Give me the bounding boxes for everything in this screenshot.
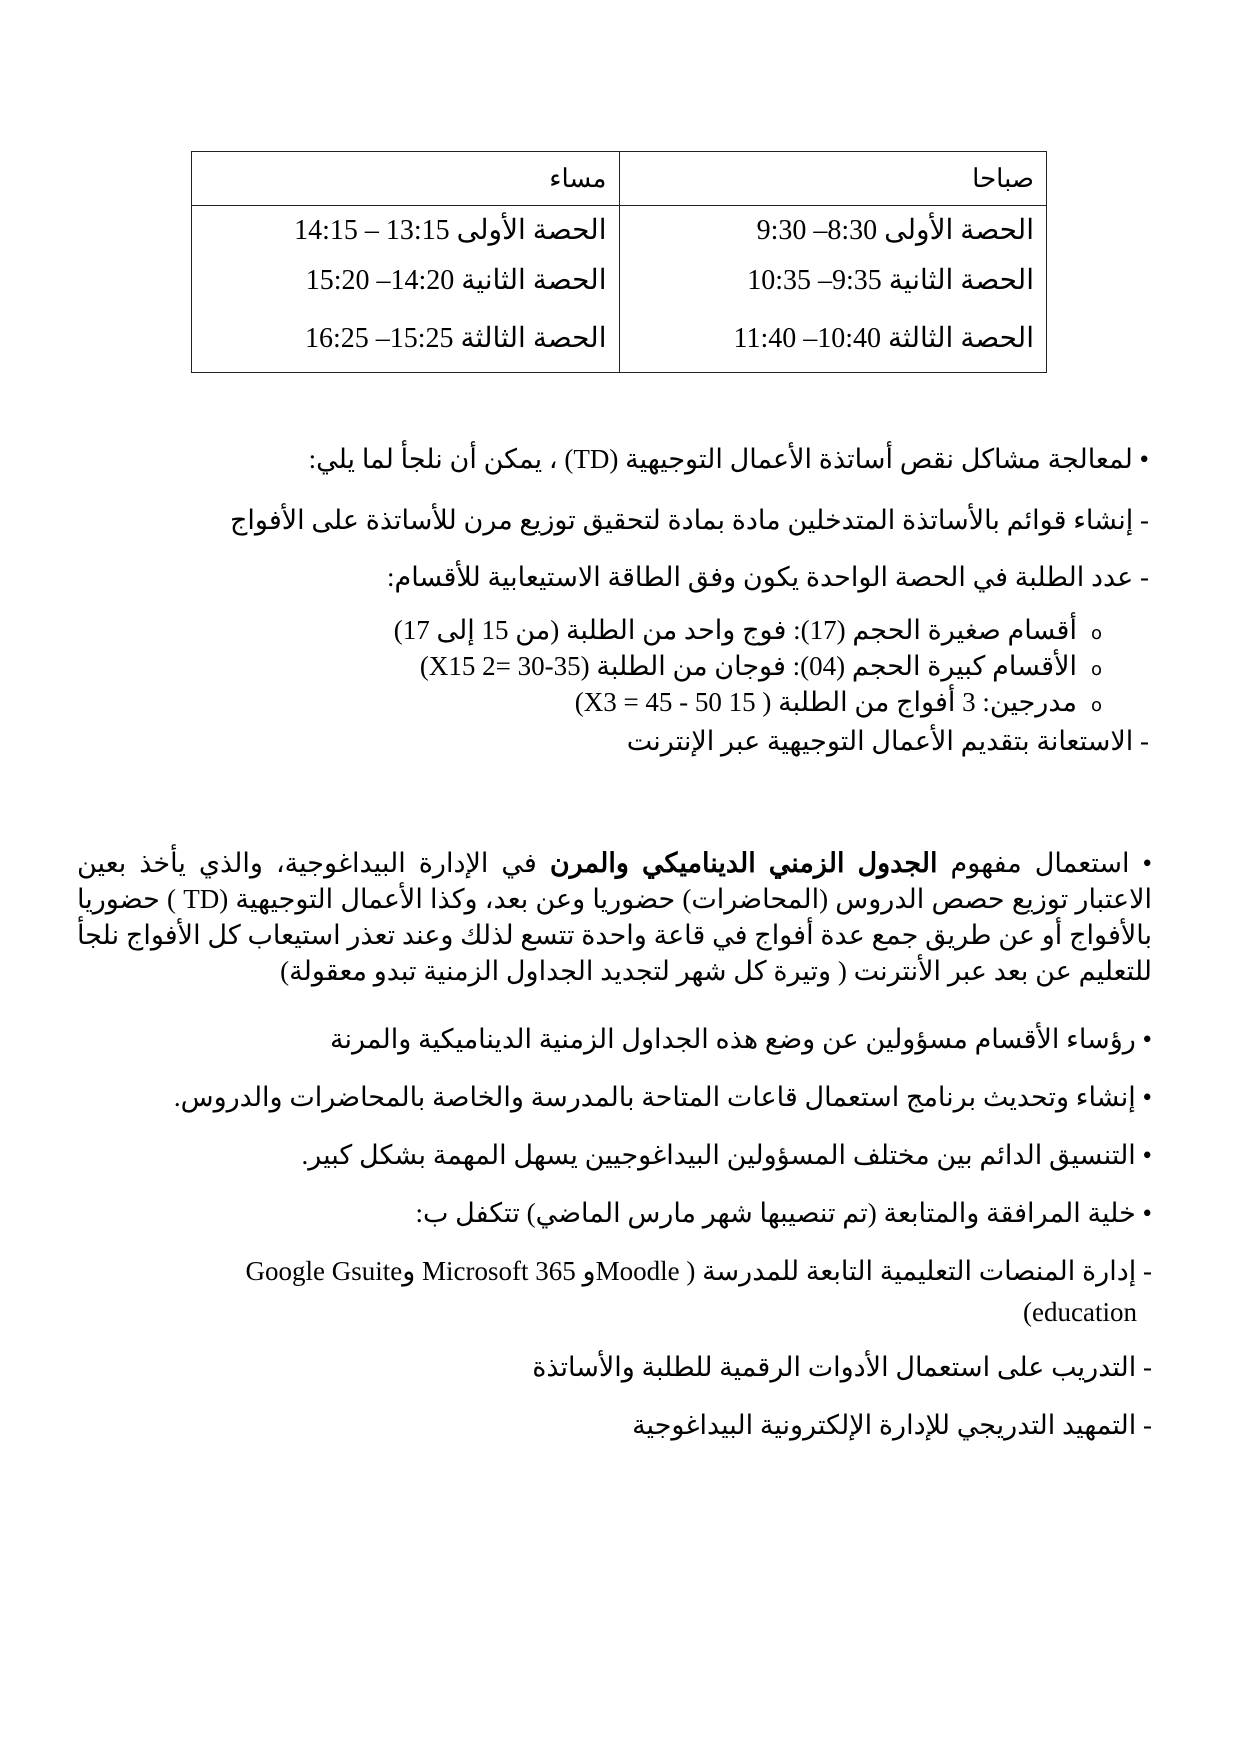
schedule-header-row [192,152,1047,206]
circle-bullet-icon: o [1090,623,1102,644]
circle-bullet-icon: o [1090,695,1102,716]
hall-size-list [394,612,1102,720]
bullet-coordination: • التنسيق الدائم بين مختلف المسؤولين البيداغوجيين يسهل المهمة بشكل كبير. [301,1140,1152,1170]
td-point-teachers-lists: - إنشاء قوائم بالأساتذة المتدخلين مادة بمادة لتحقيق توزيع مرن للأساتذة على الأفواج [229,505,1149,535]
list-item: oمدرجين: 3 أفواج من الطلبة ( 15 X3 = 45 - 50) [394,684,1102,720]
bullet-room-program: • إنشاء وتحديث برنامج استعمال قاعات المتاحة بالمدرسة والخاصة بالمحاضرات والدروس. [173,1082,1152,1112]
td-point-students-count: - عدد الطلبة في الحصة الواحدة يكون وفق الطاقة الاستيعابية للأقسام: [386,562,1149,592]
td-intro: • لمعالجة مشاكل نقص أساتذة الأعمال التوجيهية (TD) ، يمكن أن نلجأ لما يلي: [308,444,1149,474]
bold-term: الجدول الزمني الديناميكي والمرن [549,848,938,878]
list-item: oأقسام صغيرة الحجم (17): فوج واحد من الطلبة (من 15 إلى 17) [394,612,1102,648]
bullet-support-cell: • خلية المرافقة والمتابعة (تم تنصيبها شهر مارس الماضي) تتكفل ب: [415,1198,1152,1228]
evening-header: مساء [192,152,620,206]
schedule-body-row [192,206,1047,373]
morning-session-1: الحصة الأولى 8:30– 9:30 [756,215,1034,246]
evening-session-1: الحصة الأولى 13:15 – 14:15 [294,215,607,246]
platforms-line-continued: education) [1023,1297,1137,1327]
list-item: oالأقسام كبيرة الحجم (04): فوجان من الطلبة (X15 2= 30-35) [394,648,1102,684]
gradual-introduction-line: - التمهيد التدريجي للإدارة الإلكترونية البيداغوجية [632,1410,1152,1440]
dynamic-timetable-paragraph: • استعمال مفهوم الجدول الزمني الديناميكي والمرن في الإدارة البيداغوجية، والذي يأخذ بعين الاعتبار توزيع حصص الدروس (المحاضرات) حضوريا وعن بعد، وكذا الأعمال التوجيهية (TD ) حضوريا بالأفواج أو عن طريق جمع عدة أفواج في قاعة واحدة تتسع لذلك وعند تعذر استيعاب كل الأفواج نلجأ للتعليم عن بعد عبر الأنترنت ( وتيرة كل شهر لتجديد الجداول الزمنية تبدو معقولة) [77,848,1152,986]
bullet-heads-of-departments: • رؤساء الأقسام مسؤولين عن وضع هذه الجداول الزمنية الديناميكية والمرنة [330,1024,1152,1054]
morning-sessions [619,206,1047,373]
schedule-table [191,151,1047,373]
td-point-online: - الاستعانة بتقديم الأعمال التوجيهية عبر الإنترنت [626,726,1149,756]
platforms-line: - إدارة المنصات التعليمية التابعة للمدرسة ( Moodleو Microsoft 365 وGoogle Gsuite [245,1256,1152,1286]
morning-session-2: الحصة الثانية 9:35– 10:35 [747,265,1034,296]
evening-session-3: الحصة الثالثة 15:25– 16:25 [304,323,607,354]
morning-session-3: الحصة الثالثة 10:40– 11:40 [733,323,1034,354]
morning-header: صباحا [619,152,1047,206]
circle-bullet-icon: o [1090,659,1102,680]
evening-session-2: الحصة الثانية 14:20– 15:20 [305,265,607,296]
training-line: - التدريب على استعمال الأدوات الرقمية للطلبة والأساتذة [532,1352,1152,1382]
evening-sessions [192,206,620,373]
